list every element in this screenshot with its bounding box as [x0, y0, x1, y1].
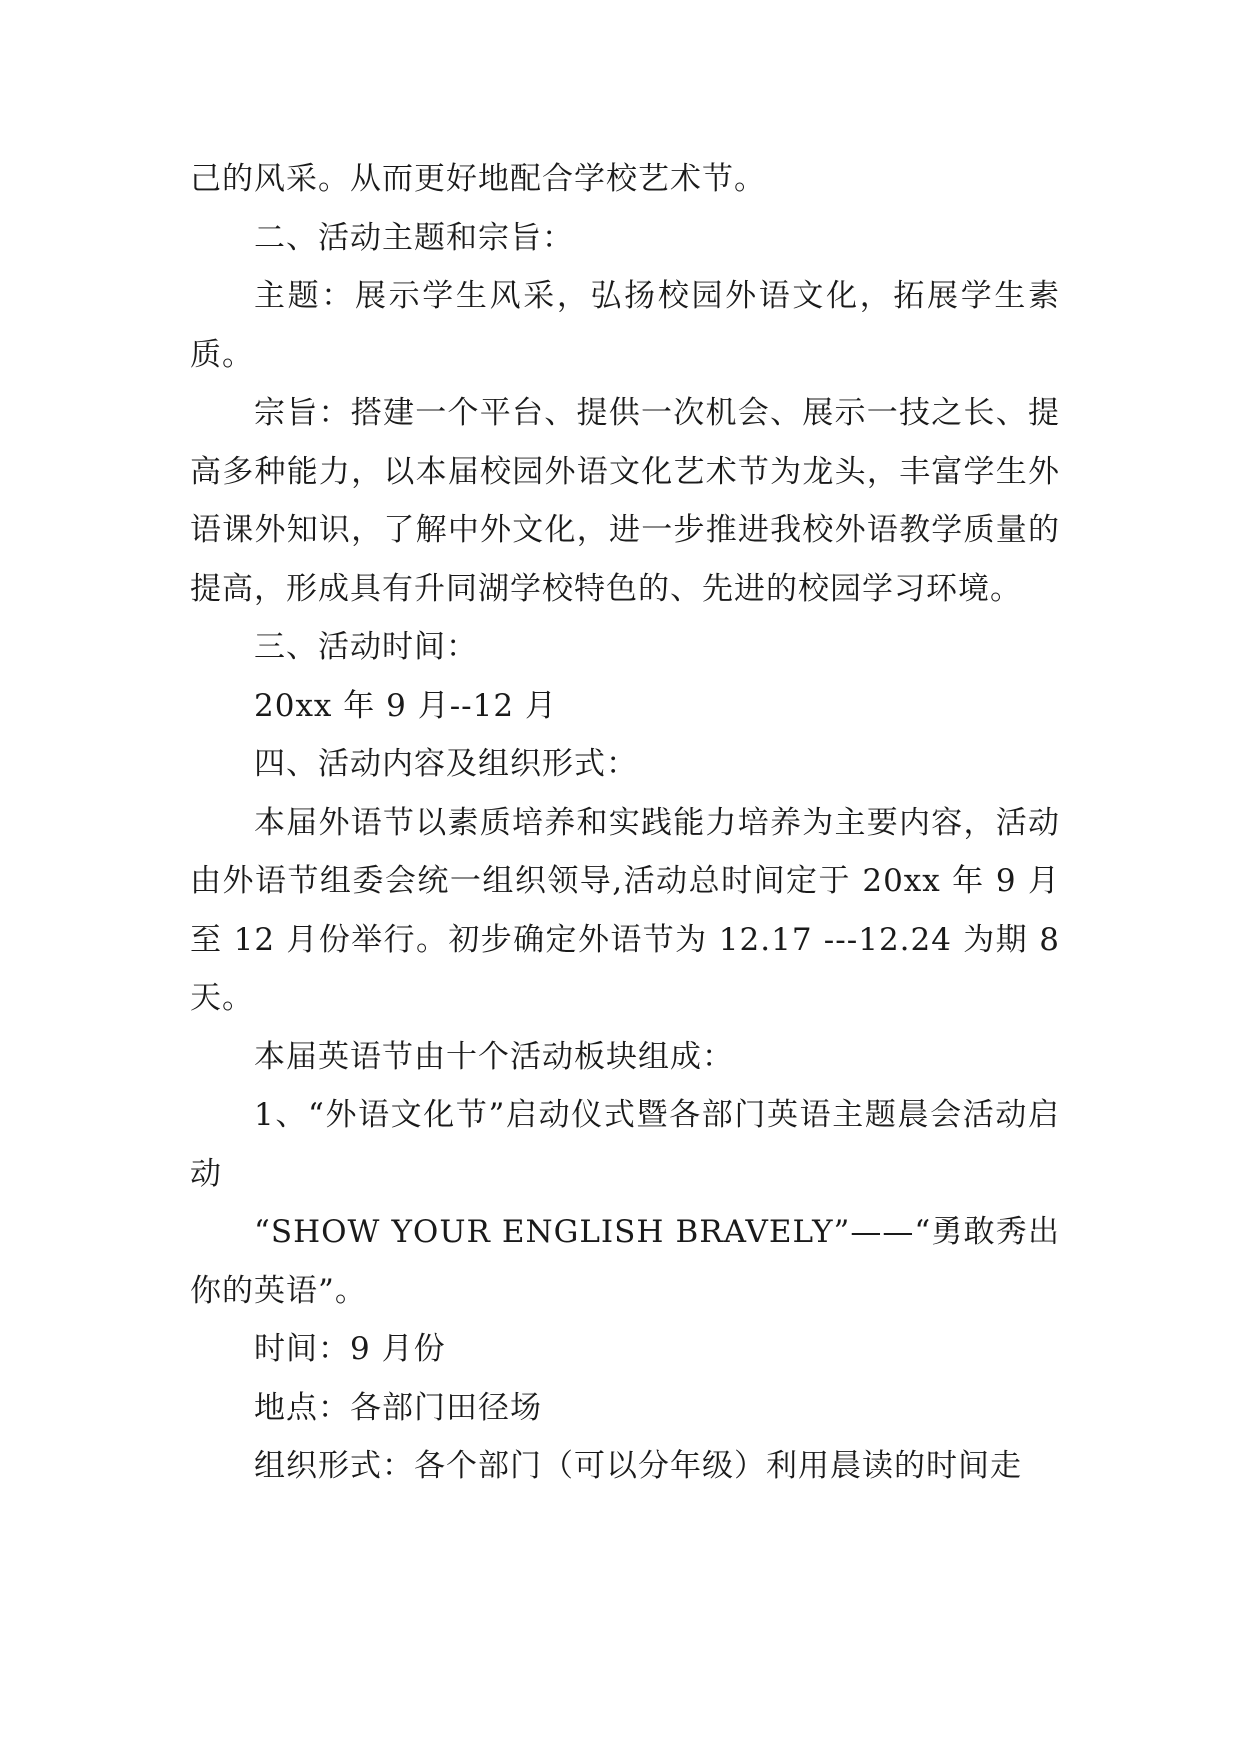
list-item-1: 1、“外语文化节”启动仪式暨各部门英语主题晨会活动启动	[190, 1097, 1060, 1192]
paragraph-organization: 组织形式：各个部门（可以分年级）利用晨读的时间走	[254, 1448, 1022, 1484]
paragraph-purpose: 宗旨：搭建一个平台、提供一次机会、展示一技之长、提高多种能力，以本届校园外语文化艺术节为龙头，丰富学生外语课外知识，了解中外文化，进一步推进我校外语教学质量的提高，形成具有升同湖学校特色的、先进的校园学习环境。	[190, 395, 1060, 607]
paragraph-content: 本届外语节以素质培养和实践能力培养为主要内容，活动由外语节组委会统一组织领导,活动总时间定于 20xx 年 9 月至 12 月份举行。初步确定外语节为 12.17 ---12.24 为期 8 天。	[190, 804, 1060, 1016]
paragraph-slogan: “SHOW YOUR ENGLISH BRAVELY”——“勇敢秀出你的英语”。	[190, 1214, 1060, 1309]
paragraph-time: 时间：9 月份	[254, 1331, 446, 1367]
section-heading-2: 二、活动主题和宗旨：	[254, 219, 574, 256]
paragraph-time-range: 20xx 年 9 月--12 月	[254, 687, 557, 724]
paragraph-theme: 主题：展示学生风采，弘扬校园外语文化，拓展学生素质。	[190, 278, 1060, 373]
section-heading-4: 四、活动内容及组织形式：	[254, 746, 638, 782]
section-heading-3: 三、活动时间：	[254, 629, 478, 665]
paragraph-1: 己的风采。从而更好地配合学校艺术节。	[190, 161, 766, 197]
document-body	[190, 150, 1060, 1496]
paragraph-location: 地点：各部门田径场	[254, 1389, 542, 1426]
paragraph-modules: 本届英语节由十个活动板块组成：	[254, 1038, 734, 1075]
